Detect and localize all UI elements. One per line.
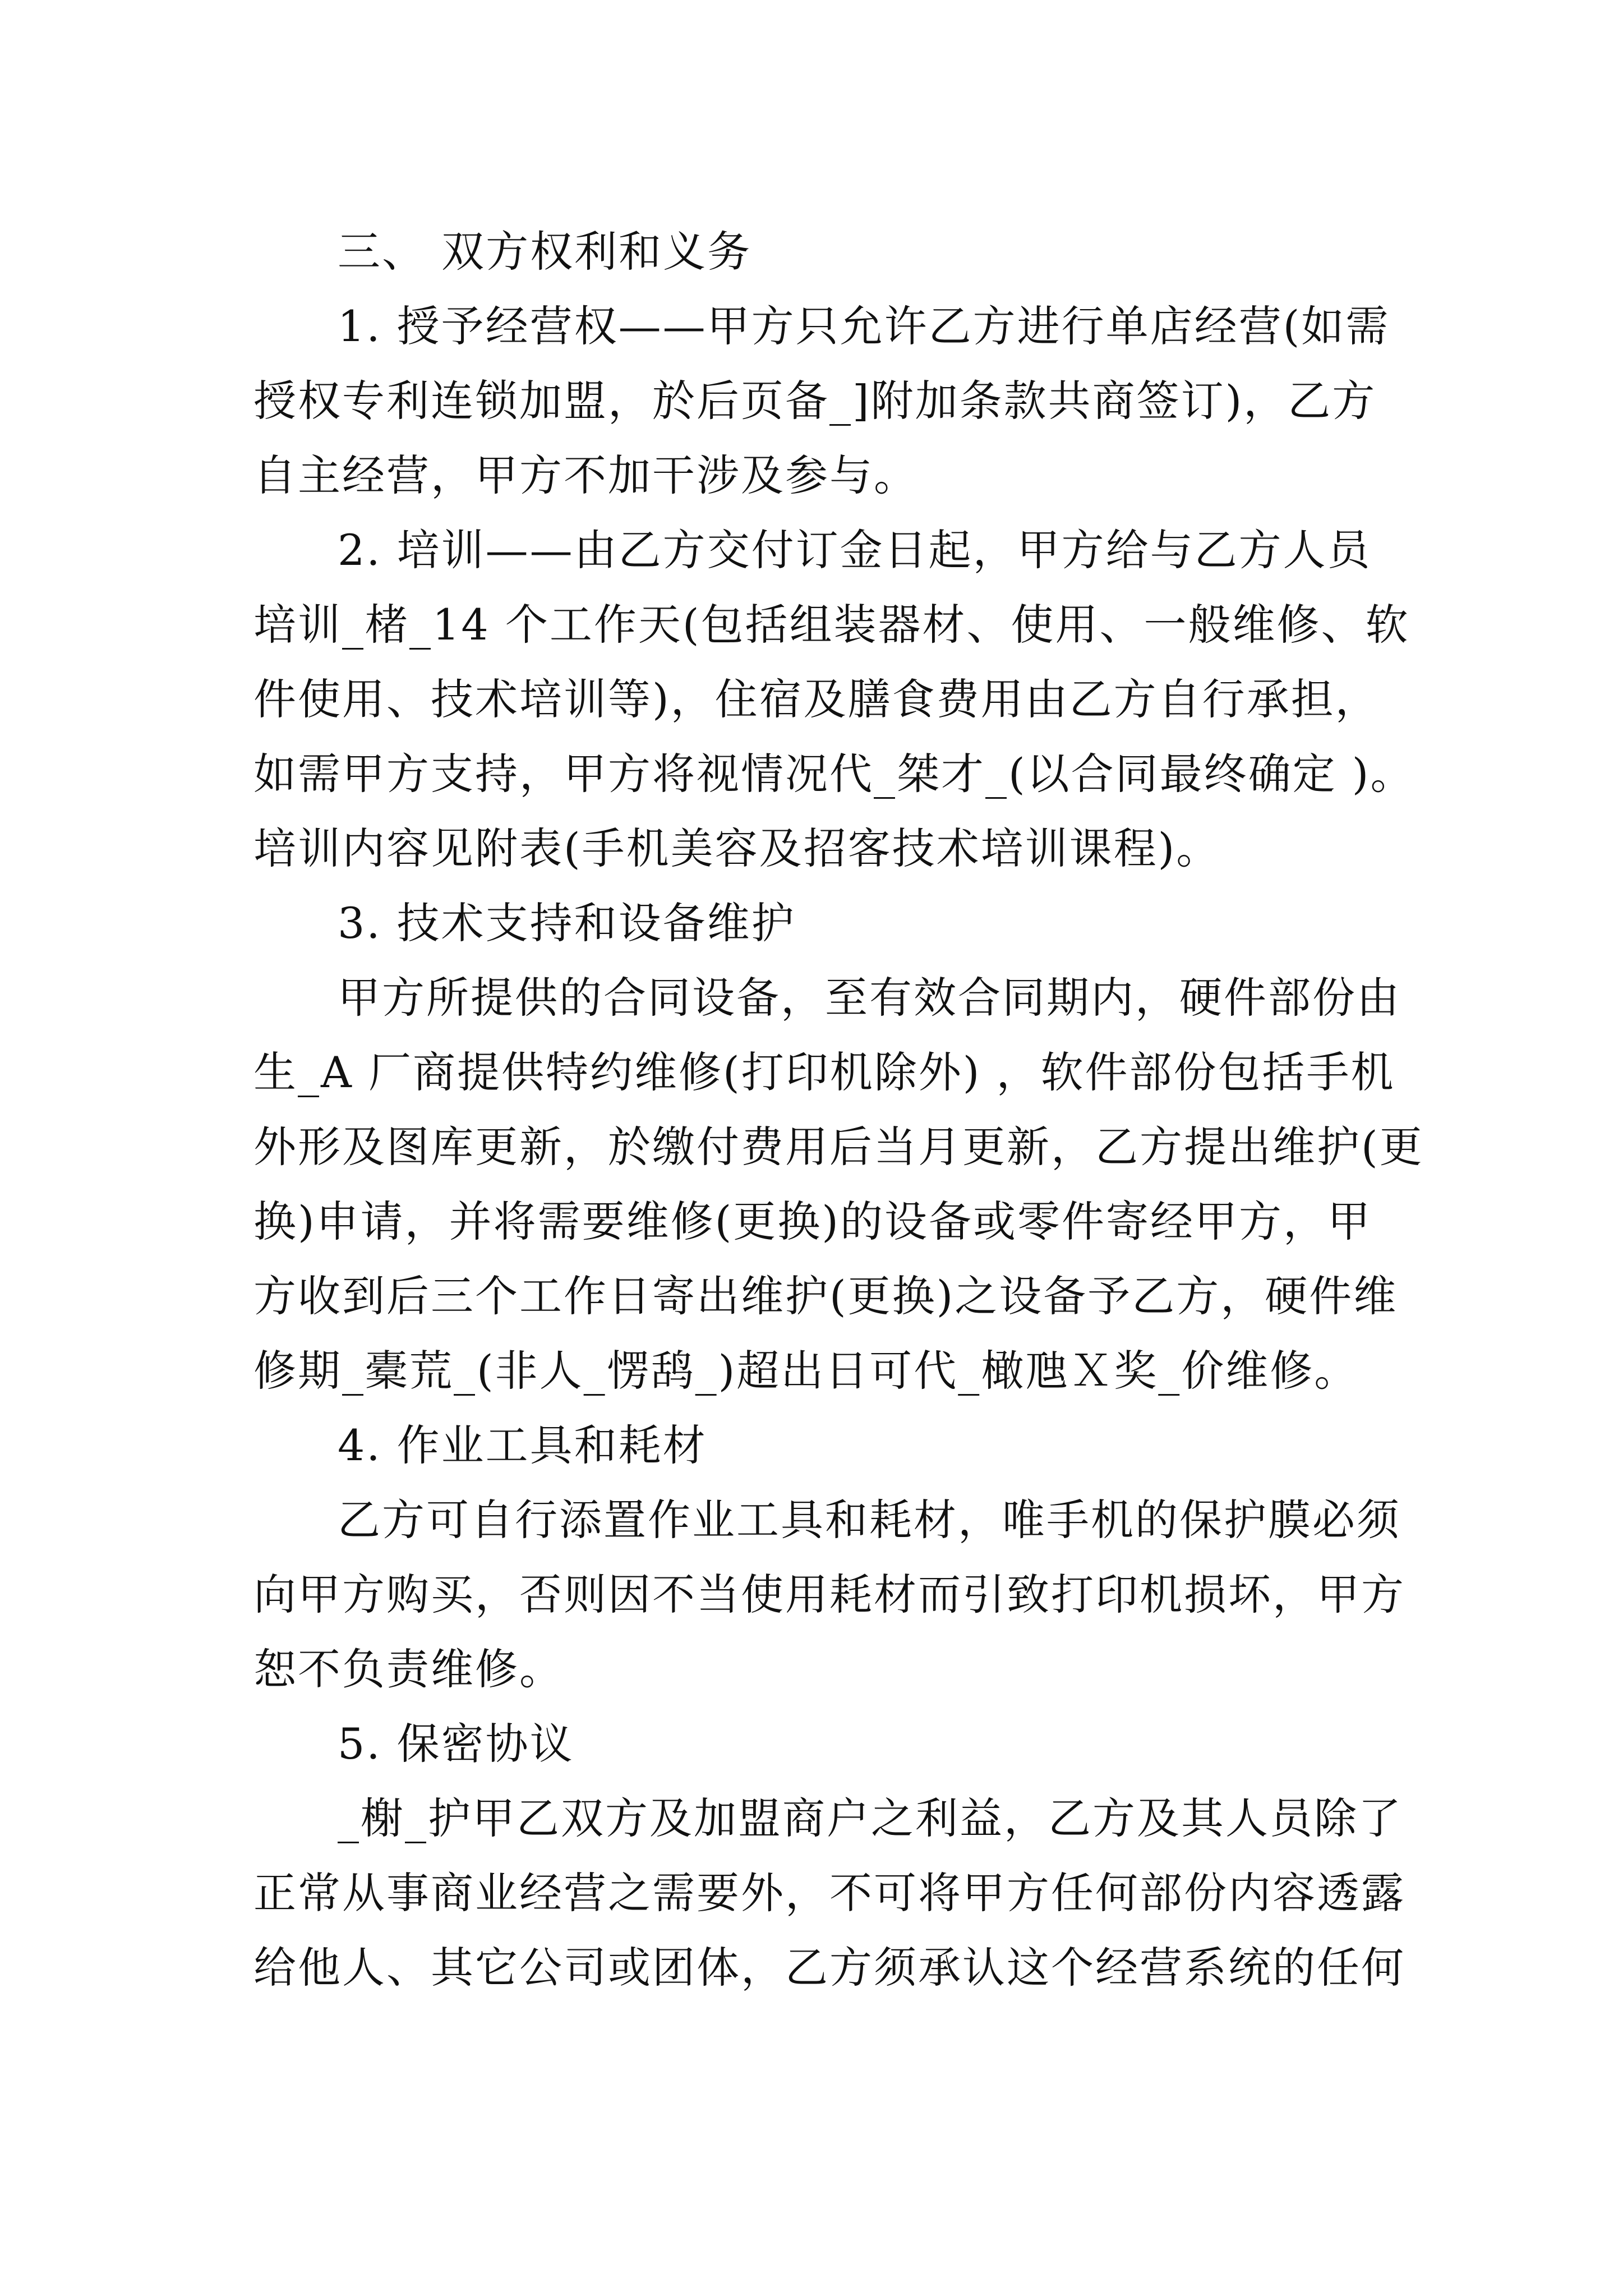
paragraph-line: 向甲方购买，否则因不当使用耗材而引致打印机损坏，甲方 [253, 1570, 1405, 1619]
paragraph-line: 给他人、其它公司或团体，乙方须承认这个经营系统的任何 [253, 1943, 1405, 1993]
subsection-heading: 5. 保密协议 [338, 1719, 574, 1769]
subsection-heading: 4. 作业工具和耗材 [338, 1420, 707, 1470]
paragraph-line: 自主经营，甲方不加干涉及参与。 [253, 450, 918, 500]
paragraph-line: 2. 培训——由乙方交付订金日起，甲方给与乙方人员 [338, 525, 1372, 575]
paragraph-line: 1. 授予经营权——甲方只允许乙方进行单店经营(如需 [338, 301, 1390, 351]
paragraph-line: 正常从事商业经营之需要外，不可将甲方任何部份内容透露 [253, 1868, 1405, 1918]
paragraph-line: 修期_橐荒_(非人_愣鸹_)超出日可代_橄虺Ｘ奖_价维修。 [253, 1346, 1359, 1396]
paragraph-line: 件使用、技术培训等)，住宿及膳食费用由乙方自行承担， [253, 674, 1380, 724]
paragraph-line: 授权专利连锁加盟，於后页备_]附加条款共商签订)，乙方 [253, 376, 1377, 426]
paragraph-line: 如需甲方支持，甲方将视情况代_桀才_(以合同最终确定 )。 [253, 749, 1415, 799]
paragraph-line: 换)申请，并将需要维修(更换)的设备或零件寄经甲方，甲 [253, 1197, 1372, 1246]
paragraph-line: 外形及图库更新，於缴付费用后当月更新，乙方提出维护(更 [253, 1122, 1424, 1172]
paragraph-line: 方收到后三个工作日寄出维护(更换)之设备予乙方，硬件维 [253, 1271, 1398, 1321]
paragraph-line: 培训内容见附表(手机美容及招客技术培训课程)。 [253, 823, 1221, 873]
paragraph-line: 甲方所提供的合同设备，至有效合同期内，硬件部份由 [338, 973, 1401, 1023]
document-body [253, 214, 1424, 2005]
paragraph-line: 生_A 厂商提供特约维修(打印机除外) ，软件部份包括手机 [253, 1047, 1395, 1097]
paragraph-line: 培训_楮_14 个工作天(包括组装器材、使用、一般维修、软 [253, 600, 1410, 650]
paragraph-line: _榭_护甲乙双方及加盟商户之利益，乙方及其人员除了 [338, 1793, 1403, 1843]
paragraph-line: 恕不负责维修。 [253, 1644, 564, 1694]
subsection-heading: 3. 技术支持和设备维护 [338, 898, 796, 948]
section-heading-rights: 三、 双方权利和义务 [338, 227, 752, 277]
paragraph-line: 乙方可自行添置作业工具和耗材，唯手机的保护膜必须 [338, 1495, 1401, 1545]
